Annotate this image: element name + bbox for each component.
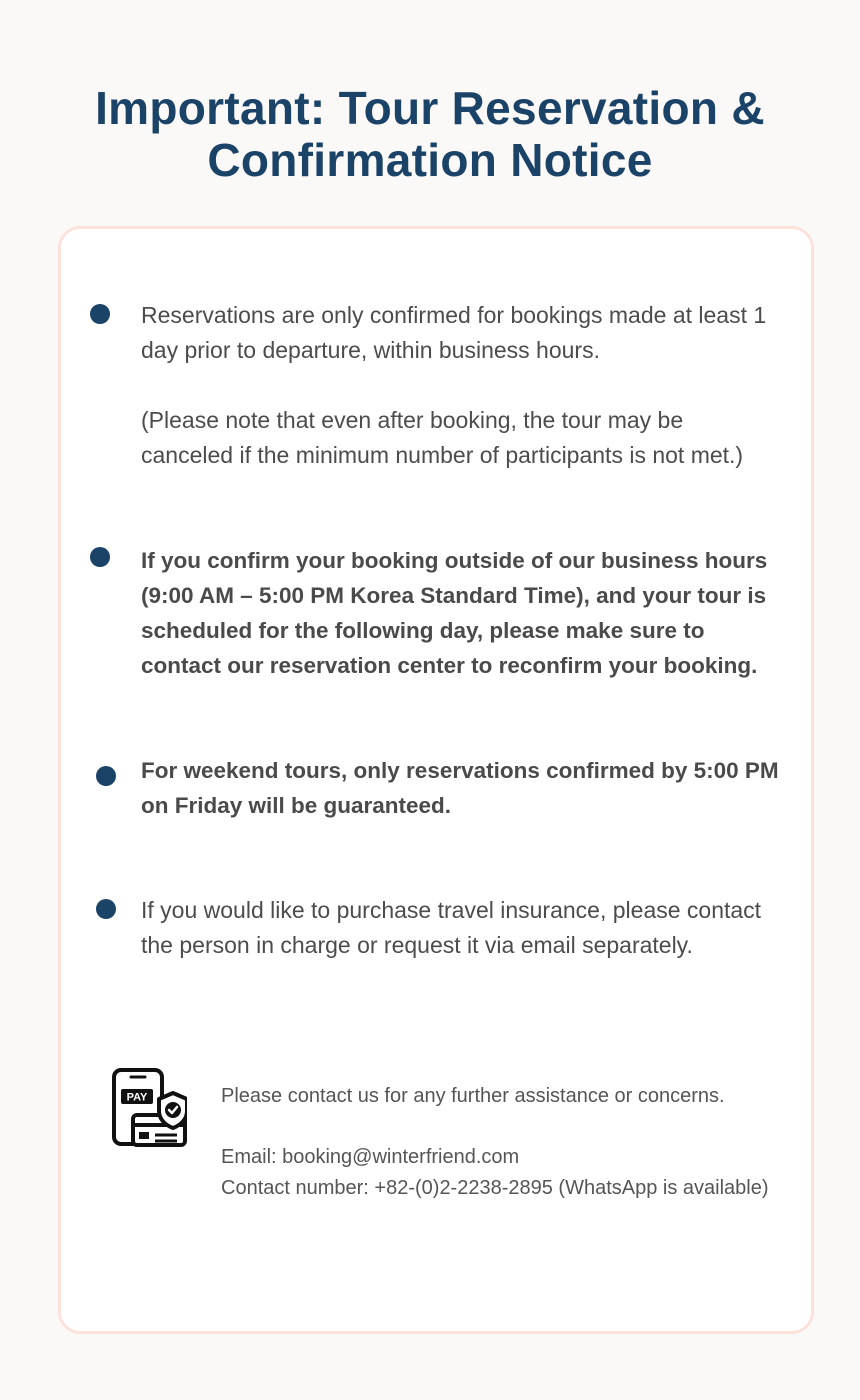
page-title: Important: Tour Reservation & Confirmation Notice [95, 82, 765, 186]
bullet-icon [90, 547, 110, 567]
contact-email[interactable]: Email: booking@winterfriend.com [221, 1146, 520, 1168]
notice-item-insurance: If you would like to purchase travel insurance, please contact the person in charge or request it via email separately. [141, 897, 762, 958]
notice-item-text: Reservations are only confirmed for bookings made at least 1 day prior to departure, within business hours. [141, 302, 767, 363]
notice-card [58, 226, 814, 1334]
pay-phone-shield-icon [111, 1067, 187, 1149]
pay-label: PAY [126, 1091, 148, 1104]
bullet-icon [96, 766, 116, 786]
notice-item-note: (Please note that even after booking, the tour may be canceled if the minimum number of participants is not met.) [141, 407, 744, 468]
bullet-icon [96, 899, 116, 919]
notice-item-outside-hours: If you confirm your booking outside of our business hours (9:00 AM – 5:00 PM Korea Standard Time), and your tour is scheduled for the following day, please make sure to contact our reservation center to reconfirm your booking. [141, 548, 768, 678]
contact-info [221, 1081, 781, 1204]
contact-phone[interactable]: Contact number: +82-(0)2-2238-2895 (WhatsApp is available) [221, 1177, 769, 1199]
notice-item-reservation [141, 298, 781, 496]
notice-item-weekend: For weekend tours, only reservations confirmed by 5:00 PM on Friday will be guaranteed. [141, 758, 779, 818]
contact-intro: Please contact us for any further assistance or concerns. [221, 1085, 725, 1107]
bullet-icon [90, 304, 110, 324]
